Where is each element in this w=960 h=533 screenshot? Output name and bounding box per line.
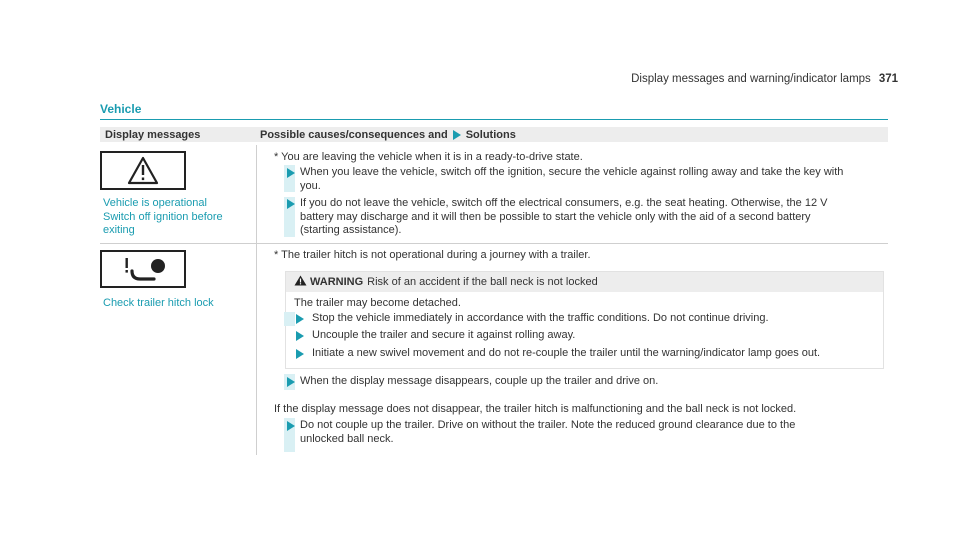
step-arrow-icon [296,331,304,341]
table-header [100,127,888,142]
trailer-hitch-icon [100,250,186,288]
cause-text: * You are leaving the vehicle when it is in a ready-to-drive state. [274,151,583,163]
warning-text: Risk of an accident if the ball neck is not locked [367,276,598,288]
solution-step [300,166,884,193]
step-arrow-icon [287,421,295,431]
col-header-causes: Possible causes/consequences and [260,129,448,141]
col-header-display-messages: Display messages [105,129,201,141]
message-line: Vehicle is operational [103,197,207,209]
note-text: If the display message does not disappear, the trailer hitch is malfunctioning and the ball neck is not locked. [274,403,797,415]
step-line: When you leave the vehicle, switch off the ignition, secure the vehicle against rolling away and take the key with [300,166,844,178]
warning-step: Uncouple the trailer and secure it against rolling away. [312,329,576,341]
warning-body: The trailer may become detached. [294,297,461,309]
warning-triangle-icon [100,151,186,190]
warning-step: Stop the vehicle immediately in accordance with the traffic conditions. Do not continue driving. [312,312,769,324]
warning-sign-icon [294,275,307,286]
warning-header [286,272,883,292]
step-marker [284,312,295,326]
step-line: Do not couple up the trailer. Drive on without the trailer. Note the reduced ground clearance due to the [300,419,796,431]
arrow-right-icon [453,130,461,140]
step-line: (starting assistance). [300,224,402,236]
page-header [631,73,898,85]
warning-step: Initiate a new swivel movement and do not re-couple the trailer until the warning/indicator lamp goes out. [312,347,821,359]
step-arrow-icon [296,314,304,324]
col-header-solutions: Solutions [465,129,516,141]
cause-text: * The trailer hitch is not operational during a journey with a trailer. [274,249,591,261]
solution-step [300,419,884,446]
step-line: you. [300,179,321,192]
step-arrow-icon [287,199,295,209]
header-title: Display messages and warning/indicator lamps [631,73,871,85]
column-divider [256,145,257,455]
col-header-causes-solutions [260,128,516,142]
step-arrow-icon [287,168,295,178]
solution-step [300,197,884,238]
display-message-check-hitch: Check trailer hitch lock [103,297,214,309]
solution-step: When the display message disappears, couple up the trailer and drive on. [300,375,659,387]
step-line: If you do not leave the vehicle, switch off the electrical consumers, e.g. the seat heating. Otherwise, the 12 V [300,197,828,209]
display-message-vehicle-operational [103,197,223,238]
message-line: exiting [103,224,135,236]
warning-label: WARNING [310,276,364,288]
step-line: battery may discharge and it will then be possible to start the vehicle only with the aid of a second battery [300,210,811,223]
message-line: Switch off ignition before [103,210,223,223]
page-number: 371 [878,73,898,85]
step-line: unlocked ball neck. [300,432,394,445]
row-divider [100,243,888,244]
step-arrow-icon [287,377,295,387]
step-arrow-icon [296,349,304,359]
section-title: Vehicle [100,102,142,116]
section-divider [100,119,888,120]
